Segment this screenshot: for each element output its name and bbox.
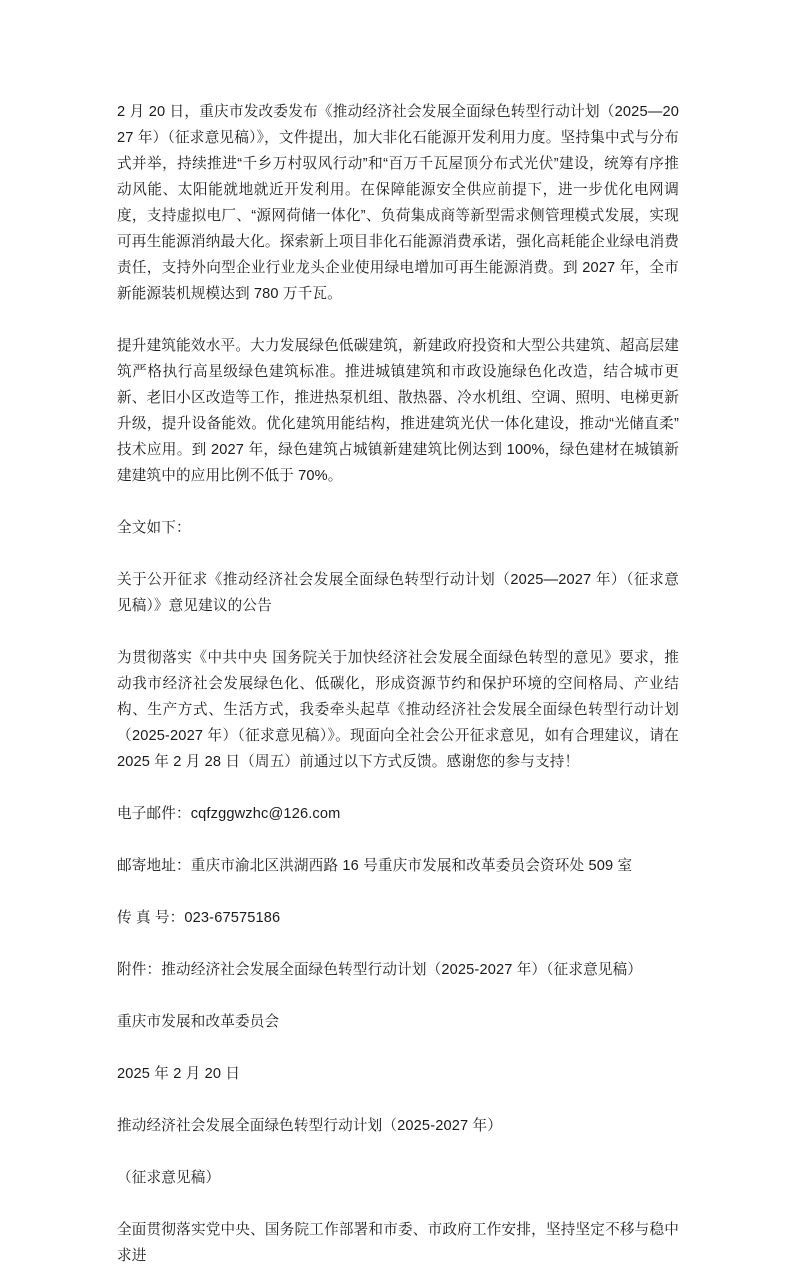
plan-title: 推动经济社会发展全面绿色转型行动计划（2025-2027 年） (117, 1118, 502, 1134)
issue-date: 2025 年 2 月 20 日 (117, 1066, 241, 1082)
paragraph-summary-building: 提升建筑能效水平。大力发展绿色低碳建筑，新建政府投资和大型公共建筑、超高层建筑严格执行高星级绿色建筑标准。推进城镇建筑和市政设施绿色化改造，结合城市更新、老旧小区改造等工作，推进热泵机组、散热器、冷水机组、空调、照明、电梯更新升级，提升设备能效。优化建筑用能结构，推进建筑光伏一体化建设，推动“光储直柔”技术应用。到 2027 年，绿色建筑占城镇新建建筑比例达到 100%，绿色建材在城镇新建建筑中的应用比例不低于 70%。 (117, 338, 679, 484)
attachment-line: 附件：推动经济社会发展全面绿色转型行动计划（2025-2027 年）（征求意见稿） (117, 962, 643, 978)
notice-body: 为贯彻落实《中共中央 国务院关于加快经济社会发展全面绿色转型的意见》要求，推动我市经济社会发展绿色化、低碳化，形成资源节约和保护环境的空间格局、产业结构、生产方式、生活方式，我委牵头起草《推动经济社会发展全面绿色转型行动计划（2025-2027 年）（征求意见稿）》。现面向全社会公开征求意见，如有合理建议，请在 2025 年 2 月 28 日（周五）前通过以下方式反馈。感谢您的参与支持！ (117, 650, 684, 770)
contact-fax: 传 真 号：023-67575186 (117, 910, 281, 926)
plan-subtitle: （征求意见稿） (117, 1170, 221, 1186)
issuer-name: 重庆市发展和改革委员会 (117, 1014, 280, 1030)
full-text-label: 全文如下： (117, 520, 191, 536)
contact-email: 电子邮件：cqfzggwzhc@126.com (117, 806, 341, 822)
document-body (117, 99, 684, 1269)
paragraph-summary-energy: 2 月 20 日，重庆市发改委发布《推动经济社会发展全面绿色转型行动计划（2025—2027 年）（征求意见稿）》，文件提出，加大非化石能源开发利用力度。坚持集中式与分布式并举，持续推进“千乡万村驭风行动”和“百万千瓦屋顶分布式光伏”建设，统筹有序推动风能、太阳能就地就近开发利用。在保障能源安全供应前提下，进一步优化电网调度，支持虚拟电厂、“源网荷储一体化”、负荷集成商等新型需求侧管理模式发展，实现可再生能源消纳最大化。探索新上项目非化石能源消费承诺，强化高耗能企业绿电消费责任，支持外向型企业行业龙头企业使用绿电增加可再生能源消费。到 2027 年，全市新能源装机规模达到 780 万千瓦。 (117, 104, 679, 302)
notice-title: 关于公开征求《推动经济社会发展全面绿色转型行动计划（2025—2027 年）（征求意见稿）》意见建议的公告 (117, 572, 679, 614)
plan-opening-paragraph: 全面贯彻落实党中央、国务院工作部署和市委、市政府工作安排，坚持坚定不移与稳中求进 (117, 1222, 679, 1264)
contact-address: 邮寄地址：重庆市渝北区洪湖西路 16 号重庆市发展和改革委员会资环处 509 室 (117, 858, 633, 874)
